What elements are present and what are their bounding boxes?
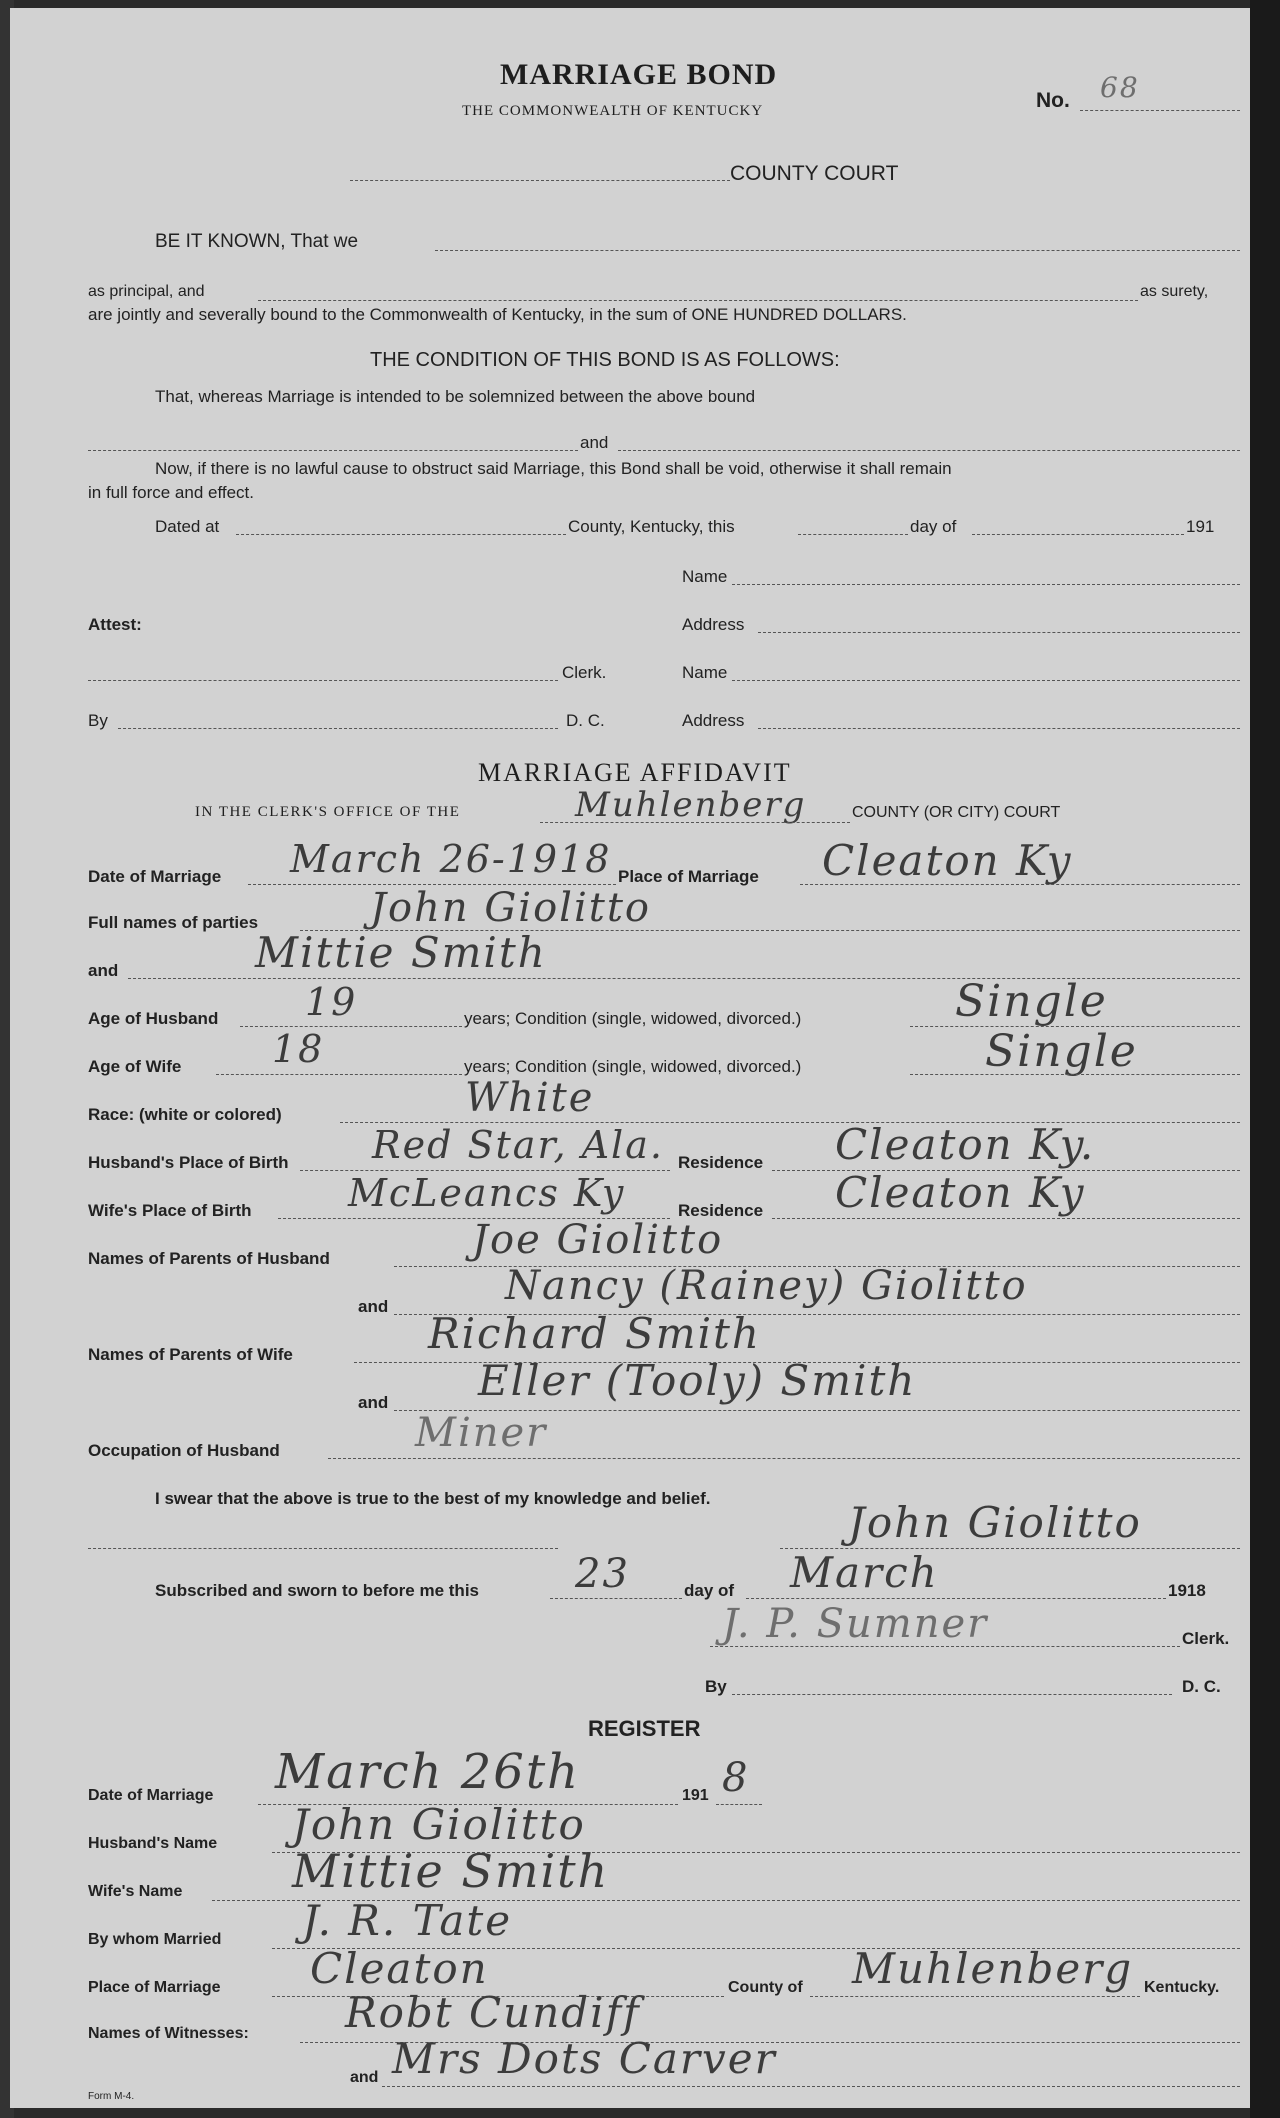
register-husband-label: Husband's Name [88, 1835, 218, 1852]
wife-residence-value: Cleaton Ky [835, 1168, 1086, 1217]
affidavit-county-value: Muhlenberg [575, 785, 807, 825]
race-value: White [465, 1075, 595, 1121]
name2-label: Name [682, 663, 728, 682]
affidavit-clerk-label: Clerk. [1182, 1629, 1230, 1648]
affidavit-by-label: By [705, 1677, 727, 1696]
marriage-bond-document [10, 8, 1258, 2108]
parents-husband-and-label: and [358, 1297, 389, 1316]
parents-husband-label: Names of Parents of Husband [88, 1249, 330, 1268]
husband-residence-label: Residence [678, 1153, 764, 1172]
bond-dc-label: D. C. [566, 711, 605, 730]
be-it-known-text: BE IT KNOWN, That we [155, 231, 359, 252]
county-court-label: COUNTY COURT [730, 162, 899, 185]
husband-birth-label: Husband's Place of Birth [88, 1153, 289, 1172]
county-of-label: County of [728, 1979, 803, 1996]
subscribed-day-of-label: day of [684, 1581, 735, 1600]
register-place-value: Cleaton [310, 1944, 489, 1993]
day-of-label: day of [910, 517, 957, 536]
bond-number-value: 68 [1100, 71, 1140, 104]
subscribed-day-value: 23 [575, 1551, 630, 1597]
affiant-signature: John Giolitto [848, 1498, 1142, 1547]
address1-label: Address [682, 615, 745, 634]
witnesses-label: Names of Witnesses: [88, 2025, 249, 2042]
form-number: Form M-4. [88, 2091, 135, 2102]
wife-condition-value: Single [985, 1026, 1138, 1077]
attest-label: Attest: [88, 615, 142, 634]
clerks-office-label: IN THE CLERK'S OFFICE OF THE [195, 804, 461, 820]
name1-label: Name [682, 567, 728, 586]
occupation-label: Occupation of Husband [88, 1441, 280, 1460]
mother-husband-value: Nancy (Rainey) Giolitto [505, 1263, 1028, 1309]
register-wife-value: Mittie Smith [292, 1844, 610, 1898]
witness1-value: Robt Cundiff [345, 1988, 641, 2037]
years-condition-husband: years; Condition (single, widowed, divorced.) [464, 1009, 802, 1028]
wife-birth-label: Wife's Place of Birth [88, 1201, 252, 1220]
register-year-prefix: 191 [682, 1787, 709, 1804]
wife-birth-value: McLeancs Ky [348, 1171, 626, 1215]
scan-right-edge [1250, 0, 1280, 2118]
swear-statement: I swear that the above is true to the best of my knowledge and belief. [155, 1489, 711, 1508]
surety-label: as surety, [1140, 283, 1209, 300]
parties-and-label: and [88, 961, 119, 980]
bond-clerk-label: Clerk. [562, 663, 607, 682]
county-kentucky-label: County, Kentucky, this [568, 517, 735, 536]
full-names-label: Full names of parties [88, 913, 259, 932]
affidavit-date-label: Date of Marriage [88, 867, 222, 886]
register-year-suffix: 8 [722, 1755, 750, 1801]
subscribed-month-value: March [790, 1548, 939, 1597]
years-condition-wife: years; Condition (single, widowed, divorced.) [464, 1057, 802, 1076]
affidavit-place-label: Place of Marriage [618, 867, 759, 886]
race-label: Race: (white or colored) [88, 1105, 282, 1124]
by-whom-label: By whom Married [88, 1931, 222, 1948]
bond-year-label: 191 [1186, 517, 1215, 536]
register-wife-label: Wife's Name [88, 1883, 183, 1900]
wife-residence-label: Residence [678, 1201, 764, 1220]
affidavit-dc-label: D. C. [1182, 1677, 1221, 1696]
mother-wife-value: Eller (Tooly) Smith [478, 1356, 917, 1405]
parents-wife-and-label: and [358, 1393, 389, 1412]
age-wife-value: 18 [272, 1027, 325, 1071]
kentucky-label: Kentucky. [1144, 1979, 1220, 1996]
clerk-signature: J. P. Sumner [722, 1601, 989, 1647]
now-if-text-2: in full force and effect. [88, 483, 255, 502]
condition-heading: THE CONDITION OF THIS BOND IS AS FOLLOWS: [370, 349, 840, 371]
by-whom-value: J. R. Tate [302, 1896, 513, 1945]
address2-label: Address [682, 711, 745, 730]
witness2-value: Mrs Dots Carver [392, 2034, 777, 2083]
bond-title: MARRIAGE BOND [500, 58, 778, 91]
occupation-value: Miner [415, 1410, 548, 1456]
jointly-bound-text: are jointly and severally bound to the Commonwealth of Kentucky, in the sum of ONE HUNDRED DOLLARS. [88, 305, 907, 324]
register-title: REGISTER [588, 1716, 701, 1741]
age-wife-label: Age of Wife [88, 1057, 182, 1076]
register-county-value: Muhlenberg [852, 1944, 1134, 1993]
age-husband-value: 19 [305, 980, 358, 1024]
county-or-city-court-label: COUNTY (OR CITY) COURT [852, 804, 1061, 821]
husband-residence-value: Cleaton Ky. [835, 1120, 1096, 1169]
bond-number-label: No. [1036, 89, 1070, 112]
affidavit-place-value: Cleaton Ky [822, 836, 1073, 885]
subscribed-label: Subscribed and sworn to before me this [155, 1581, 479, 1600]
witnesses-and-label: and [350, 2069, 379, 2086]
dated-at-label: Dated at [155, 517, 220, 536]
father-wife-value: Richard Smith [428, 1309, 761, 1358]
parents-wife-label: Names of Parents of Wife [88, 1345, 293, 1364]
party2-value: Mittie Smith [255, 928, 547, 977]
subscribed-year-label: 1918 [1168, 1581, 1206, 1600]
bond-subtitle: THE COMMONWEALTH OF KENTUCKY [462, 103, 764, 119]
now-if-text-1: Now, if there is no lawful cause to obstruct said Marriage, this Bond shall be void, otherwise it shall remain [155, 459, 952, 478]
register-place-label: Place of Marriage [88, 1979, 221, 1996]
whereas-text: That, whereas Marriage is intended to be solemnized between the above bound [155, 387, 756, 406]
father-husband-value: Joe Giolitto [472, 1217, 724, 1263]
register-husband-value: John Giolitto [292, 1800, 586, 1849]
bond-and-label: and [580, 433, 609, 452]
husband-birth-value: Red Star, Ala. [372, 1123, 664, 1167]
party1-value: John Giolitto [370, 885, 651, 931]
bond-by-label: By [88, 711, 108, 730]
register-date-value: March 26th [275, 1744, 581, 1800]
register-date-label: Date of Marriage [88, 1787, 214, 1804]
principal-label: as principal, and [88, 283, 205, 300]
affidavit-title: MARRIAGE AFFIDAVIT [478, 758, 792, 787]
affidavit-date-value: March 26-1918 [290, 837, 612, 881]
husband-condition-value: Single [955, 976, 1108, 1027]
age-husband-label: Age of Husband [88, 1009, 219, 1028]
